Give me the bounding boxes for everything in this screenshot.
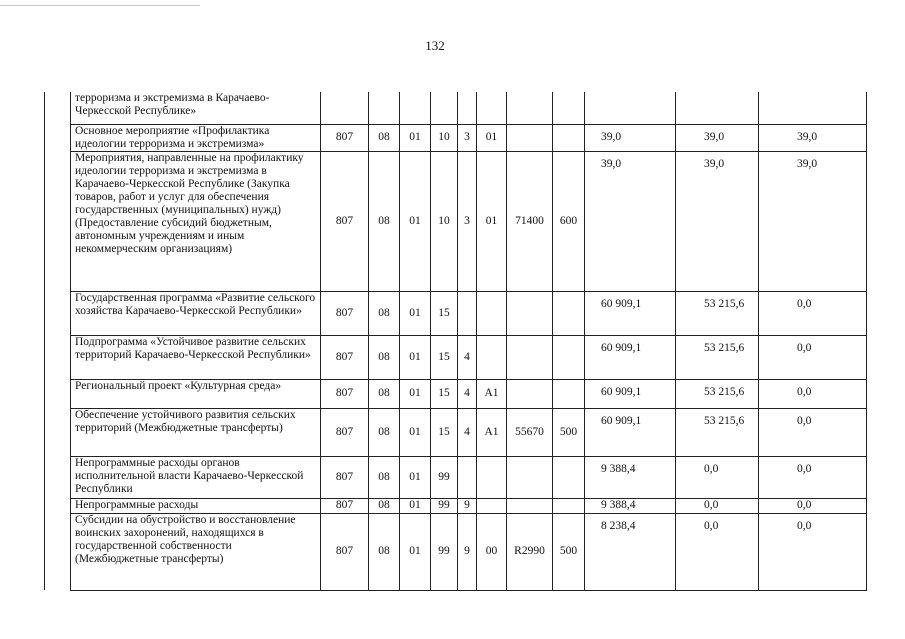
row-program-cell: 99 bbox=[431, 456, 458, 498]
row-program-cell bbox=[431, 92, 458, 124]
row-name-cell: Основное мероприятие «Профилактика идеологии терроризма и экстремизма» bbox=[71, 124, 321, 151]
row-sum3-cell: 0,0 bbox=[759, 291, 867, 335]
row-subprogram-cell: 9 bbox=[458, 498, 477, 513]
row-event-cell bbox=[477, 335, 507, 379]
row-event-cell: 01 bbox=[477, 124, 507, 151]
row-program-cell: 15 bbox=[431, 408, 458, 456]
row-section-cell: 08 bbox=[369, 379, 400, 408]
table-row bbox=[45, 92, 867, 124]
row-subsection-cell: 01 bbox=[400, 456, 431, 498]
row-section-cell: 08 bbox=[369, 124, 400, 151]
row-sum1-cell: 9 388,4 bbox=[585, 456, 676, 498]
row-name-cell: Региональный проект «Культурная среда» bbox=[71, 379, 321, 408]
row-subsection-cell: 01 bbox=[400, 151, 431, 291]
row-admin-cell: 807 bbox=[321, 408, 369, 456]
row-subprogram-cell: 4 bbox=[458, 408, 477, 456]
table-row bbox=[45, 379, 867, 408]
row-subsection-cell: 01 bbox=[400, 498, 431, 513]
row-index-cell bbox=[45, 335, 71, 379]
row-sum3-cell: 0,0 bbox=[759, 498, 867, 513]
row-sum3-cell: 0,0 bbox=[759, 408, 867, 456]
row-expense-cell bbox=[507, 379, 553, 408]
row-section-cell: 08 bbox=[369, 513, 400, 590]
row-sum2-cell: 53 215,6 bbox=[676, 291, 759, 335]
row-sum3-cell: 0,0 bbox=[759, 379, 867, 408]
row-program-cell: 10 bbox=[431, 124, 458, 151]
row-admin-cell: 807 bbox=[321, 151, 369, 291]
row-subsection-cell: 01 bbox=[400, 124, 431, 151]
row-admin-cell: 807 bbox=[321, 456, 369, 498]
row-index-cell bbox=[45, 498, 71, 513]
row-index-cell bbox=[45, 379, 71, 408]
row-event-cell bbox=[477, 291, 507, 335]
row-event-cell bbox=[477, 456, 507, 498]
row-expense-cell bbox=[507, 335, 553, 379]
row-event-cell: 01 bbox=[477, 151, 507, 291]
row-sum2-cell: 39,0 bbox=[676, 151, 759, 291]
row-subprogram-cell: 4 bbox=[458, 379, 477, 408]
row-type-cell bbox=[553, 124, 585, 151]
row-sum1-cell: 60 909,1 bbox=[585, 379, 676, 408]
row-admin-cell: 807 bbox=[321, 379, 369, 408]
table-row bbox=[45, 335, 867, 379]
row-index-cell bbox=[45, 124, 71, 151]
table-row bbox=[45, 151, 867, 291]
row-program-cell: 15 bbox=[431, 379, 458, 408]
row-subsection-cell: 01 bbox=[400, 335, 431, 379]
row-event-cell: А1 bbox=[477, 379, 507, 408]
row-sum2-cell: 0,0 bbox=[676, 456, 759, 498]
row-expense-cell: 71400 bbox=[507, 151, 553, 291]
row-subsection-cell: 01 bbox=[400, 408, 431, 456]
row-subprogram-cell: 9 bbox=[458, 513, 477, 590]
row-sum2-cell: 0,0 bbox=[676, 498, 759, 513]
row-sum3-cell bbox=[759, 92, 867, 124]
table-row bbox=[45, 124, 867, 151]
row-expense-cell bbox=[507, 124, 553, 151]
row-event-cell: А1 bbox=[477, 408, 507, 456]
row-type-cell: 500 bbox=[553, 408, 585, 456]
row-sum2-cell bbox=[676, 92, 759, 124]
row-sum1-cell: 39,0 bbox=[585, 124, 676, 151]
table-row bbox=[45, 291, 867, 335]
row-name-cell: терроризма и экстремизма в Карачаево-Черкесской Республике» bbox=[71, 92, 321, 124]
row-admin-cell: 807 bbox=[321, 291, 369, 335]
row-type-cell: 600 bbox=[553, 151, 585, 291]
table-row bbox=[45, 456, 867, 498]
row-sum2-cell: 53 215,6 bbox=[676, 335, 759, 379]
row-type-cell bbox=[553, 291, 585, 335]
row-section-cell: 08 bbox=[369, 335, 400, 379]
row-name-cell: Подпрограмма «Устойчивое развитие сельских территорий Карачаево-Черкесской Республики» bbox=[71, 335, 321, 379]
scan-artifact-line bbox=[0, 5, 200, 6]
row-name-cell: Мероприятия, направленные на профилактику идеологии терроризма и экстремизма в Карачаево-Черкесской Республике (Закупка товаров, работ и услуг для обеспечения государственных (муниципальных) нужд) (Предоставление субсидий бюджетным, автономным учреждениям и иным некоммерческим организациям) bbox=[71, 151, 321, 291]
row-name-cell: Непрограммные расходы bbox=[71, 498, 321, 513]
row-program-cell: 99 bbox=[431, 498, 458, 513]
row-index-cell bbox=[45, 92, 71, 124]
row-index-cell bbox=[45, 291, 71, 335]
row-subprogram-cell bbox=[458, 291, 477, 335]
row-subsection-cell: 01 bbox=[400, 379, 431, 408]
row-admin-cell: 807 bbox=[321, 498, 369, 513]
table-row bbox=[45, 408, 867, 456]
row-name-cell: Непрограммные расходы органов исполнительной власти Карачаево-Черкесской Республики bbox=[71, 456, 321, 498]
row-subprogram-cell bbox=[458, 92, 477, 124]
row-name-cell: Субсидии на обустройство и восстановление воинских захоронений, находящихся в государственной собственности (Межбюджетные трансферты) bbox=[71, 513, 321, 590]
row-sum3-cell: 0,0 bbox=[759, 513, 867, 590]
row-admin-cell bbox=[321, 92, 369, 124]
row-type-cell bbox=[553, 498, 585, 513]
row-admin-cell: 807 bbox=[321, 513, 369, 590]
row-sum3-cell: 39,0 bbox=[759, 124, 867, 151]
row-expense-cell bbox=[507, 456, 553, 498]
row-admin-cell: 807 bbox=[321, 124, 369, 151]
row-index-cell bbox=[45, 151, 71, 291]
row-section-cell: 08 bbox=[369, 456, 400, 498]
row-type-cell bbox=[553, 335, 585, 379]
row-sum2-cell: 53 215,6 bbox=[676, 379, 759, 408]
row-name-cell: Государственная программа «Развитие сельского хозяйства Карачаево-Черкесской Республики» bbox=[71, 291, 321, 335]
row-sum2-cell: 0,0 bbox=[676, 513, 759, 590]
row-type-cell bbox=[553, 379, 585, 408]
row-name-cell: Обеспечение устойчивого развития сельских территорий (Межбюджетные трансферты) bbox=[71, 408, 321, 456]
row-sum3-cell: 0,0 bbox=[759, 335, 867, 379]
row-program-cell: 99 bbox=[431, 513, 458, 590]
row-type-cell bbox=[553, 92, 585, 124]
row-subsection-cell: 01 bbox=[400, 513, 431, 590]
row-sum1-cell: 39,0 bbox=[585, 151, 676, 291]
row-subprogram-cell: 4 bbox=[458, 335, 477, 379]
row-index-cell bbox=[45, 513, 71, 590]
row-program-cell: 10 bbox=[431, 151, 458, 291]
page-number: 132 bbox=[425, 38, 445, 53]
row-event-cell bbox=[477, 92, 507, 124]
row-sum1-cell: 60 909,1 bbox=[585, 408, 676, 456]
row-program-cell: 15 bbox=[431, 335, 458, 379]
row-type-cell: 500 bbox=[553, 513, 585, 590]
row-index-cell bbox=[45, 408, 71, 456]
row-index-cell bbox=[45, 456, 71, 498]
row-sum1-cell bbox=[585, 92, 676, 124]
row-expense-cell bbox=[507, 92, 553, 124]
row-subsection-cell bbox=[400, 92, 431, 124]
row-section-cell bbox=[369, 92, 400, 124]
row-sum2-cell: 39,0 bbox=[676, 124, 759, 151]
row-expense-cell: R2990 bbox=[507, 513, 553, 590]
budget-table-body bbox=[45, 92, 867, 590]
row-admin-cell: 807 bbox=[321, 335, 369, 379]
row-sum1-cell: 8 238,4 bbox=[585, 513, 676, 590]
row-expense-cell bbox=[507, 291, 553, 335]
row-sum1-cell: 9 388,4 bbox=[585, 498, 676, 513]
row-expense-cell: 55670 bbox=[507, 408, 553, 456]
budget-table bbox=[44, 92, 867, 591]
table-row bbox=[45, 498, 867, 513]
row-expense-cell bbox=[507, 498, 553, 513]
row-event-cell: 00 bbox=[477, 513, 507, 590]
row-section-cell: 08 bbox=[369, 408, 400, 456]
row-sum1-cell: 60 909,1 bbox=[585, 335, 676, 379]
table-row bbox=[45, 513, 867, 590]
row-subprogram-cell: 3 bbox=[458, 124, 477, 151]
row-subprogram-cell bbox=[458, 456, 477, 498]
row-sum2-cell: 53 215,6 bbox=[676, 408, 759, 456]
row-section-cell: 08 bbox=[369, 151, 400, 291]
row-type-cell bbox=[553, 456, 585, 498]
row-program-cell: 15 bbox=[431, 291, 458, 335]
row-subprogram-cell: 3 bbox=[458, 151, 477, 291]
row-section-cell: 08 bbox=[369, 498, 400, 513]
row-event-cell bbox=[477, 498, 507, 513]
row-section-cell: 08 bbox=[369, 291, 400, 335]
row-sum3-cell: 0,0 bbox=[759, 456, 867, 498]
row-sum3-cell: 39,0 bbox=[759, 151, 867, 291]
row-sum1-cell: 60 909,1 bbox=[585, 291, 676, 335]
row-subsection-cell: 01 bbox=[400, 291, 431, 335]
